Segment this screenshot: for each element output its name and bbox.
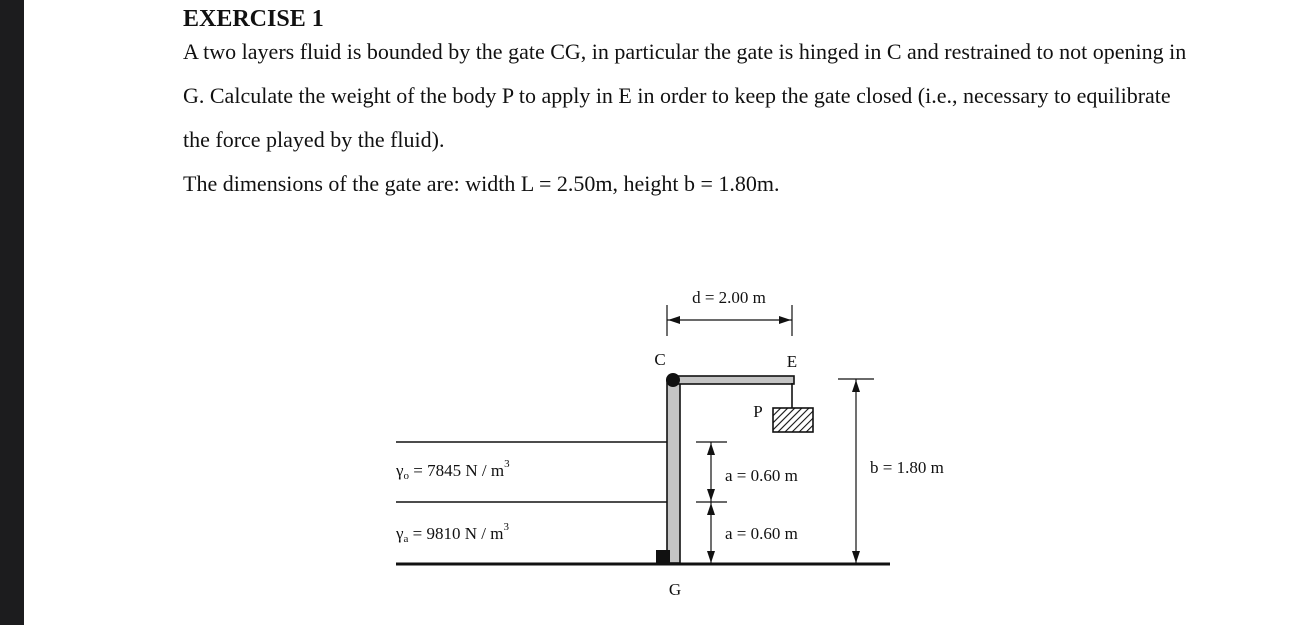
hinge-c [666, 373, 680, 387]
gate-dimensions-text: The dimensions of the gate are: width L = 2.50m, height b = 1.80m. [183, 171, 780, 196]
label-c: C [654, 350, 666, 369]
dim-b-arrow-bottom [852, 551, 860, 563]
weight-body-p [773, 408, 813, 432]
problem-statement: A two layers fluid is bounded by the gate CG, in particular the gate is hinged in C and restrained to not opening in G. Calculate the weight of the body P to apply in E in order to keep the gate closed (i.e., necessary to equilibrate the force played by the fluid). [183, 39, 1187, 152]
dim-a1-arrow-bottom [707, 489, 715, 501]
label-e: E [786, 352, 798, 371]
dim-a2-arrow-bottom [707, 551, 715, 563]
label-p: P [753, 402, 763, 421]
label-g: G [668, 580, 682, 599]
dim-a2-arrow-top [707, 503, 715, 515]
dim-b-arrow-top [852, 380, 860, 392]
label-water-specific-weight: γa = 9810 N / $m^3$ [396, 521, 509, 545]
stop-g [656, 550, 670, 564]
gate-arm-ce [672, 376, 794, 384]
label-b: b = 1.80 m [870, 458, 944, 477]
dim-d-arrow-right [779, 316, 791, 324]
exercise-title: EXERCISE 1 [183, 6, 324, 32]
dim-a1-arrow-top [707, 443, 715, 455]
label-a-upper: a = 0.60 m [725, 466, 798, 485]
label-oil-specific-weight: γo = 7845 N / $m^3$ [396, 458, 510, 482]
gate-cg [667, 380, 680, 563]
label-a-lower: a = 0.60 m [725, 524, 798, 543]
label-d: d = 2.00 m [692, 288, 766, 307]
dim-d-arrow-left [668, 316, 680, 324]
